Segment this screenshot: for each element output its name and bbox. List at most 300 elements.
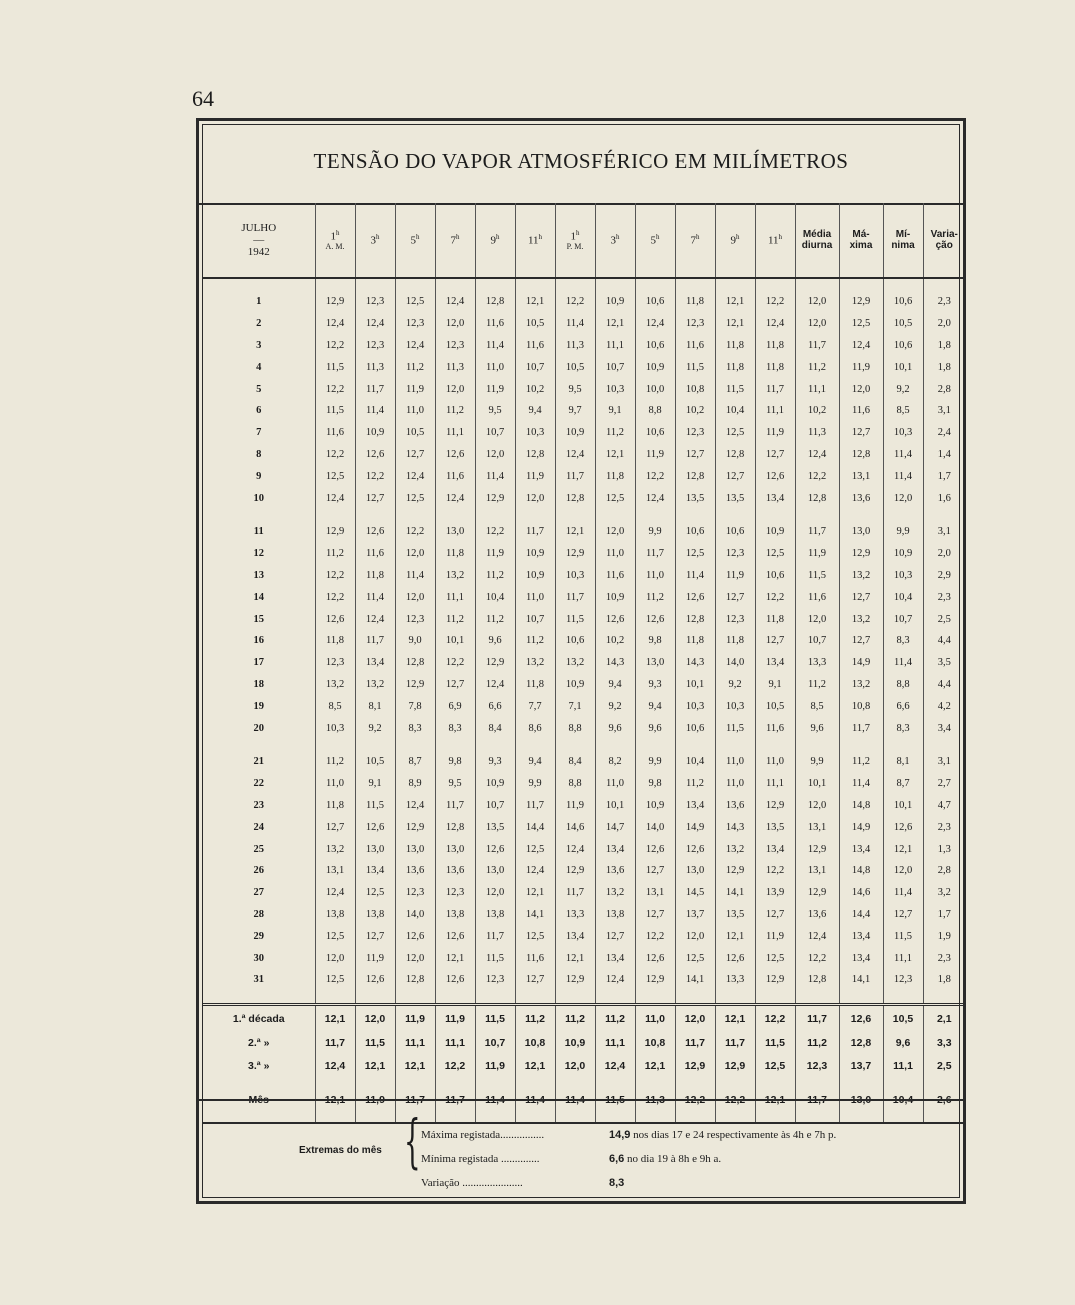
summary-value: 11,9 <box>395 1004 435 1032</box>
value-cell: 12,6 <box>755 465 795 487</box>
value-cell: 10,7 <box>595 356 635 378</box>
value-cell: 12,8 <box>435 816 475 838</box>
summary-value: 11,4 <box>475 1078 515 1123</box>
hour-label: 3$^h$ <box>610 233 620 247</box>
day-cell: 9 <box>256 470 262 482</box>
value-cell: 11,8 <box>675 291 715 313</box>
summary-value: 11,0 <box>635 1004 675 1032</box>
value-cell: 2,3 <box>923 816 965 838</box>
value-cell: 9,9 <box>635 751 675 773</box>
value-cell: 11,5 <box>883 925 923 947</box>
value-cell: 12,0 <box>395 586 435 608</box>
value-cell: 11,9 <box>395 378 435 400</box>
value-cell: 12,1 <box>715 925 755 947</box>
table-row <box>203 313 965 335</box>
hour-period: P. M. <box>566 242 584 252</box>
value-cell: 12,3 <box>395 882 435 904</box>
hour-header <box>555 203 595 278</box>
value-cell: 12,9 <box>715 860 755 882</box>
value-cell: 11,4 <box>675 565 715 587</box>
summary-value: 12,1 <box>715 1004 755 1032</box>
value-cell: 1,6 <box>923 487 965 509</box>
summary-value: 12,1 <box>355 1055 395 1078</box>
value-cell: 14,8 <box>839 860 883 882</box>
value-cell: 12,7 <box>355 925 395 947</box>
summary-value: 11,3 <box>635 1078 675 1123</box>
value-cell: 11,6 <box>355 543 395 565</box>
value-cell: 9,6 <box>595 717 635 739</box>
value-cell: 11,4 <box>883 465 923 487</box>
value-cell: 13,9 <box>755 882 795 904</box>
value-cell: 12,4 <box>435 291 475 313</box>
value-cell: 11,7 <box>555 465 595 487</box>
spacer-row <box>203 739 965 751</box>
value-cell: 11,9 <box>795 543 839 565</box>
summary-value: 10,8 <box>515 1032 555 1055</box>
value-cell: 1,7 <box>923 465 965 487</box>
value-cell: 10,2 <box>795 400 839 422</box>
value-cell: 14,4 <box>515 816 555 838</box>
value-cell: 11,2 <box>675 773 715 795</box>
media-header <box>795 203 839 278</box>
value-cell: 12,9 <box>555 543 595 565</box>
value-cell: 10,1 <box>675 674 715 696</box>
value-cell: 12,7 <box>315 816 355 838</box>
value-cell: 10,3 <box>883 422 923 444</box>
value-cell: 12,8 <box>795 969 839 991</box>
day-cell: 3 <box>256 339 262 351</box>
value-cell: 12,4 <box>515 860 555 882</box>
value-cell: 12,8 <box>795 487 839 509</box>
value-cell: 13,6 <box>795 904 839 926</box>
value-cell: 13,2 <box>515 652 555 674</box>
table-row <box>203 925 965 947</box>
value-cell: 11,1 <box>755 400 795 422</box>
value-cell: 11,6 <box>475 313 515 335</box>
value-cell: 11,5 <box>315 356 355 378</box>
summary-value: 10,4 <box>883 1078 923 1123</box>
value-cell: 12,1 <box>555 947 595 969</box>
value-cell: 12,9 <box>795 838 839 860</box>
summary-value: 11,2 <box>515 1004 555 1032</box>
value-cell: 10,9 <box>595 291 635 313</box>
value-cell: 12,9 <box>315 521 355 543</box>
summary-value: 12,3 <box>795 1055 839 1078</box>
value-cell: 10,6 <box>675 717 715 739</box>
value-cell: 12,6 <box>635 838 675 860</box>
value-cell: 8,5 <box>795 695 839 717</box>
value-cell: 12,7 <box>355 487 395 509</box>
hour-header <box>475 203 515 278</box>
day-cell: 16 <box>253 635 264 647</box>
value-cell: 13,0 <box>635 652 675 674</box>
table-row <box>203 717 965 739</box>
value-cell: 10,5 <box>755 695 795 717</box>
table-row <box>203 947 965 969</box>
summary-value: 11,7 <box>715 1032 755 1055</box>
value-cell: 11,3 <box>355 356 395 378</box>
value-cell: 12,0 <box>475 444 515 466</box>
value-cell: 11,7 <box>355 630 395 652</box>
value-cell: 12,9 <box>475 652 515 674</box>
value-cell: 10,3 <box>315 717 355 739</box>
value-cell: 14,5 <box>675 882 715 904</box>
summary-row <box>203 1032 965 1055</box>
value-cell: 12,5 <box>715 422 755 444</box>
value-cell: 12,4 <box>315 882 355 904</box>
value-cell: 10,4 <box>675 751 715 773</box>
value-cell: 12,6 <box>675 838 715 860</box>
day-cell: 19 <box>253 700 264 712</box>
value-cell: 11,4 <box>475 465 515 487</box>
value-cell: 12,3 <box>395 313 435 335</box>
media-header-line: Média <box>802 229 832 240</box>
hour-label: 5$^h$ <box>650 233 660 247</box>
value-cell: 12,2 <box>795 465 839 487</box>
extreme-var-label: Variação ...................... <box>421 1177 523 1189</box>
value-cell: 7,1 <box>555 695 595 717</box>
value-cell: 10,2 <box>515 378 555 400</box>
value-cell: 11,0 <box>715 773 755 795</box>
value-cell: 12,9 <box>635 969 675 991</box>
summary-rows <box>203 1004 965 1123</box>
value-cell: 10,6 <box>883 291 923 313</box>
value-cell: 13,2 <box>839 608 883 630</box>
value-cell: 9,8 <box>635 773 675 795</box>
value-cell: 11,6 <box>515 335 555 357</box>
summary-value: 2,6 <box>923 1078 965 1123</box>
value-cell: 11,5 <box>475 947 515 969</box>
value-cell: 11,4 <box>395 565 435 587</box>
summary-value: 11,4 <box>555 1078 595 1123</box>
day-cell: 11 <box>253 526 264 538</box>
value-cell: 11,0 <box>635 565 675 587</box>
value-cell: 12,0 <box>315 947 355 969</box>
value-cell: 11,2 <box>635 586 675 608</box>
hour-header <box>315 203 355 278</box>
value-cell: 11,9 <box>355 947 395 969</box>
value-cell: 10,5 <box>355 751 395 773</box>
value-cell: 13,1 <box>635 882 675 904</box>
day-cell: 2 <box>256 318 262 330</box>
value-cell: 12,2 <box>795 947 839 969</box>
value-cell: 12,3 <box>475 969 515 991</box>
value-cell: 12,0 <box>515 487 555 509</box>
value-cell: 13,4 <box>595 838 635 860</box>
value-cell: 11,7 <box>635 543 675 565</box>
extremes-label: Extremas do mês <box>299 1145 382 1156</box>
value-cell: 10,8 <box>839 695 883 717</box>
value-cell: 12,2 <box>395 521 435 543</box>
hour-label: 1$^h$ <box>330 228 340 243</box>
value-cell: 2,5 <box>923 608 965 630</box>
data-table-frame <box>196 118 966 1204</box>
value-cell: 3,2 <box>923 882 965 904</box>
value-cell: 9,4 <box>515 400 555 422</box>
hour-header <box>435 203 475 278</box>
value-cell: 12,7 <box>755 444 795 466</box>
value-cell: 12,4 <box>355 608 395 630</box>
value-cell: 10,6 <box>715 521 755 543</box>
variation-header-line: ção <box>935 240 953 251</box>
value-cell: 11,2 <box>795 674 839 696</box>
year-label: 1942 <box>247 246 270 258</box>
value-cell: 13,0 <box>475 860 515 882</box>
value-cell: 1,3 <box>923 838 965 860</box>
value-cell: 13,4 <box>755 652 795 674</box>
summary-value: 11,1 <box>435 1032 475 1055</box>
value-cell: 13,0 <box>395 838 435 860</box>
hour-label: 11$^h$ <box>767 233 783 247</box>
value-cell: 11,1 <box>435 422 475 444</box>
value-cell: 13,0 <box>675 860 715 882</box>
value-cell: 12,2 <box>555 291 595 313</box>
value-cell: 13,6 <box>715 795 755 817</box>
table-row <box>203 795 965 817</box>
extreme-max-value: 14,9 nos dias 17 e 24 respectivamente às 4h e 7h p. <box>609 1129 837 1141</box>
day-cell: 13 <box>253 569 264 581</box>
summary-value: 12,0 <box>555 1055 595 1078</box>
hour-label: 1$^h$ <box>570 228 580 243</box>
table-row <box>203 487 965 509</box>
summary-value: 12,2 <box>435 1055 475 1078</box>
value-cell: 13,3 <box>715 969 755 991</box>
summary-value: 12,2 <box>715 1078 755 1123</box>
day-cell: 26 <box>253 865 264 877</box>
summary-value: 11,1 <box>595 1032 635 1055</box>
value-cell: 12,6 <box>435 969 475 991</box>
value-cell: 12,7 <box>595 925 635 947</box>
value-cell: 12,9 <box>755 969 795 991</box>
value-cell: 12,0 <box>795 291 839 313</box>
value-cell: 12,3 <box>395 608 435 630</box>
value-cell: 3,1 <box>923 400 965 422</box>
summary-value: 11,5 <box>755 1032 795 1055</box>
table-row <box>203 860 965 882</box>
value-cell: 12,1 <box>715 313 755 335</box>
value-cell: 10,1 <box>795 773 839 795</box>
value-cell: 10,3 <box>595 378 635 400</box>
value-cell: 1,8 <box>923 969 965 991</box>
hour-period: A. M. <box>325 242 345 252</box>
value-cell: 12,8 <box>675 465 715 487</box>
extreme-max-label: Máxima registada................ <box>421 1129 545 1141</box>
value-cell: 14,7 <box>595 816 635 838</box>
value-cell: 10,6 <box>675 521 715 543</box>
value-cell: 11,5 <box>795 565 839 587</box>
value-cell: 7,8 <box>395 695 435 717</box>
value-cell: 10,9 <box>515 543 555 565</box>
value-cell: 13,6 <box>435 860 475 882</box>
value-cell: 12,2 <box>355 465 395 487</box>
value-cell: 2,0 <box>923 313 965 335</box>
value-cell: 11,4 <box>883 444 923 466</box>
value-cell: 11,5 <box>555 608 595 630</box>
value-cell: 13,8 <box>315 904 355 926</box>
value-cell: 12,8 <box>715 444 755 466</box>
value-cell: 12,6 <box>595 608 635 630</box>
value-cell: 14,1 <box>675 969 715 991</box>
value-cell: 10,7 <box>515 608 555 630</box>
value-cell: 6,9 <box>435 695 475 717</box>
value-cell: 11,9 <box>839 356 883 378</box>
value-cell: 11,5 <box>315 400 355 422</box>
value-cell: 13,0 <box>435 521 475 543</box>
value-cell: 12,0 <box>675 925 715 947</box>
value-cell: 13,1 <box>839 465 883 487</box>
value-cell: 13,5 <box>755 816 795 838</box>
value-cell: 12,5 <box>395 487 435 509</box>
value-cell: 13,8 <box>595 904 635 926</box>
summary-value: 11,9 <box>475 1055 515 1078</box>
summary-value: 11,5 <box>475 1004 515 1032</box>
summary-value: 10,8 <box>635 1032 675 1055</box>
value-cell: 10,3 <box>555 565 595 587</box>
day-cell: 7 <box>256 427 262 439</box>
value-cell: 3,5 <box>923 652 965 674</box>
value-cell: 11,2 <box>395 356 435 378</box>
value-cell: 12,7 <box>883 904 923 926</box>
value-cell: 9,1 <box>355 773 395 795</box>
value-cell: 11,8 <box>675 630 715 652</box>
value-cell: 12,2 <box>315 565 355 587</box>
value-cell: 10,4 <box>715 400 755 422</box>
table-row <box>203 674 965 696</box>
value-cell: 12,3 <box>435 335 475 357</box>
value-cell: 9,9 <box>515 773 555 795</box>
value-cell: 13,1 <box>315 860 355 882</box>
value-cell: 11,2 <box>515 630 555 652</box>
value-cell: 11,6 <box>315 422 355 444</box>
value-cell: 8,5 <box>315 695 355 717</box>
value-cell: 2,3 <box>923 947 965 969</box>
value-cell: 11,6 <box>839 400 883 422</box>
value-cell: 14,1 <box>839 969 883 991</box>
value-cell: 10,3 <box>715 695 755 717</box>
value-cell: 11,7 <box>555 586 595 608</box>
value-cell: 12,1 <box>515 882 555 904</box>
value-cell: 12,2 <box>315 444 355 466</box>
value-cell: 12,7 <box>635 904 675 926</box>
page-number: 64 <box>192 86 214 111</box>
table-row <box>203 444 965 466</box>
value-cell: 13,4 <box>839 947 883 969</box>
value-cell: 12,6 <box>435 925 475 947</box>
value-cell: 10,1 <box>595 795 635 817</box>
value-cell: 12,3 <box>675 313 715 335</box>
value-cell: 12,4 <box>635 313 675 335</box>
summary-value: 12,0 <box>675 1004 715 1032</box>
value-cell: 10,9 <box>555 674 595 696</box>
value-cell: 12,6 <box>475 838 515 860</box>
value-cell: 9,3 <box>635 674 675 696</box>
day-cell: 15 <box>253 613 264 625</box>
summary-value: 12,4 <box>315 1055 355 1078</box>
value-cell: 13,4 <box>355 652 395 674</box>
hour-header <box>715 203 755 278</box>
value-cell: 12,4 <box>435 487 475 509</box>
value-cell: 13,5 <box>675 487 715 509</box>
value-cell: 13,2 <box>839 674 883 696</box>
table-title: TENSÃO DO VAPOR ATMOSFÉRICO EM MILÍMETROS <box>313 149 849 173</box>
hour-header <box>675 203 715 278</box>
value-cell: 11,8 <box>355 565 395 587</box>
summary-value: 10,9 <box>555 1032 595 1055</box>
value-cell: 4,7 <box>923 795 965 817</box>
value-cell: 10,9 <box>475 773 515 795</box>
summary-label: Mês <box>203 1078 315 1123</box>
value-cell: 8,8 <box>635 400 675 422</box>
value-cell: 11,4 <box>839 773 883 795</box>
summary-value: 10,7 <box>475 1032 515 1055</box>
value-cell: 12,3 <box>355 335 395 357</box>
value-cell: 10,4 <box>475 586 515 608</box>
summary-value: 12,6 <box>839 1004 883 1032</box>
media-header-line: diurna <box>801 240 833 251</box>
extreme-min-label: Mínima registada .............. <box>421 1153 540 1165</box>
value-cell: 12,6 <box>635 608 675 630</box>
value-cell: 10,5 <box>883 313 923 335</box>
value-cell: 10,7 <box>475 422 515 444</box>
value-cell: 8,7 <box>883 773 923 795</box>
value-cell: 12,6 <box>355 816 395 838</box>
value-cell: 1,8 <box>923 356 965 378</box>
value-cell: 12,7 <box>635 860 675 882</box>
value-cell: 13,7 <box>675 904 715 926</box>
value-cell: 14,9 <box>839 652 883 674</box>
summary-value: 12,0 <box>355 1004 395 1032</box>
value-cell: 11,0 <box>595 773 635 795</box>
table-row <box>203 291 965 313</box>
value-cell: 11,4 <box>475 335 515 357</box>
value-cell: 11,5 <box>715 378 755 400</box>
value-cell: 12,2 <box>755 860 795 882</box>
extreme-var-value: 8,3 <box>609 1177 625 1189</box>
hour-header <box>595 203 635 278</box>
summary-row <box>203 1004 965 1032</box>
value-cell: 8,6 <box>515 717 555 739</box>
value-cell: 10,6 <box>755 565 795 587</box>
value-cell: 12,7 <box>839 586 883 608</box>
table-row <box>203 608 965 630</box>
value-cell: 12,1 <box>595 444 635 466</box>
day-cell: 22 <box>253 778 264 790</box>
value-cell: 11,2 <box>435 608 475 630</box>
value-cell: 14,1 <box>515 904 555 926</box>
month-header <box>203 203 315 278</box>
extreme-min-value: 6,6 no dia 19 à 8h e 9h a. <box>609 1153 722 1165</box>
summary-value: 11,1 <box>395 1032 435 1055</box>
day-cell: 24 <box>253 821 264 833</box>
value-cell: 11,9 <box>755 925 795 947</box>
value-cell: 12,3 <box>435 882 475 904</box>
value-cell: 8,8 <box>883 674 923 696</box>
value-cell: 12,4 <box>795 925 839 947</box>
value-cell: 14,0 <box>715 652 755 674</box>
value-cell: 11,7 <box>515 795 555 817</box>
day-cell: 29 <box>253 930 264 942</box>
value-cell: 12,0 <box>795 313 839 335</box>
hour-label: 11$^h$ <box>527 233 543 247</box>
value-cell: 12,2 <box>755 586 795 608</box>
value-cell: 11,9 <box>635 444 675 466</box>
value-cell: 12,7 <box>755 904 795 926</box>
value-cell: 12,4 <box>595 969 635 991</box>
value-cell: 10,5 <box>515 313 555 335</box>
value-cell: 12,0 <box>435 378 475 400</box>
value-cell: 13,3 <box>795 652 839 674</box>
value-cell: 12,3 <box>715 543 755 565</box>
